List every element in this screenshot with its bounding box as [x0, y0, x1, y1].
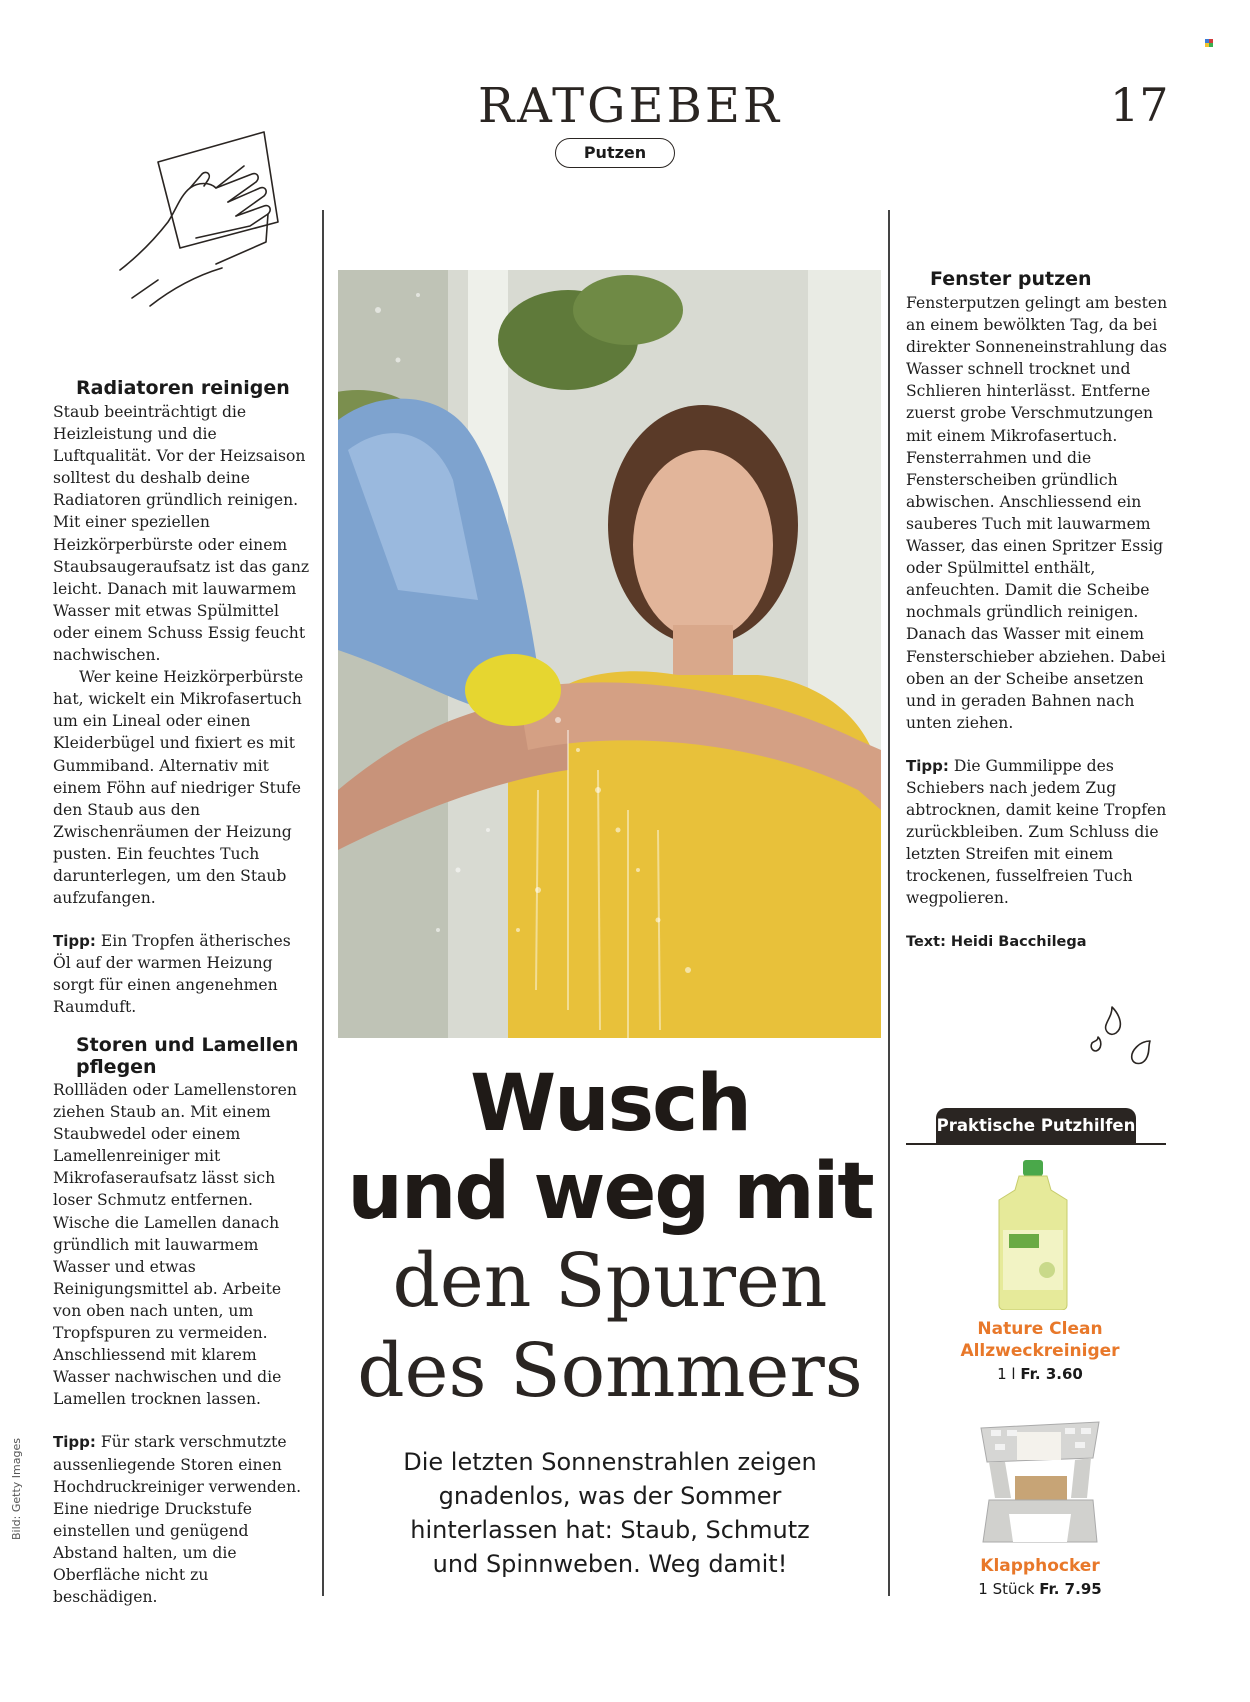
product-2-name: Klapphocker: [980, 1556, 1100, 1576]
storen-body: [53, 1079, 311, 1608]
product-1-name-line-2: Allzweckreiniger: [960, 1341, 1120, 1361]
tip-text: Für stark verschmutzte aussenliegende Storen einen Hochdruckreiniger verwenden. Eine niedrige Druckstufe einstellen und genügend Abstand halten, um die Oberfläche nicht zu beschädigen.: [53, 1433, 302, 1607]
tip-text: Die Gummilippe des Schiebers nach jedem Zug abtrocknen, damit keine Tropfen zurückbleiben. Zum Schluss die letzten Streifen mit einem trockenen, fusselfreien Tuch wegpolieren.: [906, 756, 1167, 908]
droplets-icon: [1090, 1005, 1152, 1075]
step-stool-image: [975, 1418, 1105, 1546]
hand-cloth-illustration: [118, 130, 318, 310]
radiatoren-heading: Radiatoren reinigen: [76, 377, 290, 399]
fenster-paragraph-1: Fensterputzen gelingt am besten an einem bewölkten Tag, da bei direkter Sonneneinstrahlung das Wasser schnell trocknet und Schlieren hinterlässt. Entferne zuerst grobe Verschmutzungen mit einem Mikrofasertuch. Fensterrahmen und die Fensterscheiben gründlich abwischen. Anschliessend ein sauberes Tuch mit lauwarmem Wasser, das einen Spritzer Essig oder Spülmittel enthält, anfeuchten. Damit die Scheibe nochmals gründlich reinigen. Danach das Wasser mit einem Fensterschieber abziehen. Dabei oben an der Scheibe ansetzen und in geraden Bahnen nach unten ziehen.: [906, 294, 1168, 732]
putzhilfen-divider: [906, 1143, 1166, 1145]
product-1-price-value: Fr. 3.60: [1020, 1365, 1083, 1383]
product-2-price: [930, 1580, 1150, 1598]
radiatoren-paragraph-2: Wer keine Heizkörperbürste hat, wickelt ein Mikrofasertuch um ein Lineal oder einen Kleiderbügel und fixiert es mit Gummiband. Alternativ mit einem Föhn auf niedriger Stufe den Staub aus den Zwischenräumen der Heizung pusten. Ein feuchtes Tuch darunterlegen, um den Staub aufzufangen.: [53, 668, 304, 908]
storen-tip: [53, 1431, 311, 1608]
section-title: RATGEBER: [477, 78, 783, 134]
photo-credit: Bild: Getty Images: [10, 1438, 23, 1540]
radiatoren-tip: [53, 930, 311, 1018]
tip-label: Tipp:: [53, 932, 96, 951]
lead-text: Die letzten Sonnenstrahlen zeigen gnadenlos, was der Sommer hinterlassen hat: Staub, Schmutz und Spinnweben. Weg damit!: [403, 1448, 817, 1578]
product-1-name-line-1: Nature Clean: [977, 1319, 1103, 1339]
product-1-name: [930, 1318, 1150, 1362]
section-tag: Putzen: [555, 138, 675, 168]
fenster-body: [906, 292, 1168, 953]
storen-paragraph-1: Rollläden oder Lamellenstoren ziehen Staub an. Mit einem Staubwedel oder einem Lamellenreiniger mit Mikrofaseraufsatz lässt sich loser Schmutz entfernen. Wische die Lamellen danach gründlich mit lauwarmem Wasser und etwas Reinigungsmittel ab. Arbeite von oben nach unten, um Tropfspuren zu vermeiden. Anschliessend mit klarem Wasser nachwischen und die Lamellen trocknen lassen.: [53, 1081, 297, 1409]
headline-light-line-1: den Spuren: [392, 1238, 828, 1324]
headline-light: [330, 1236, 890, 1416]
column-rule-left: [322, 210, 324, 1596]
page-number: 17: [1110, 78, 1169, 132]
product-1-price: [930, 1365, 1150, 1383]
headline-bold-line-2: und weg mit: [347, 1147, 873, 1237]
fenster-heading: Fenster putzen: [930, 268, 1092, 290]
hero-photo: [338, 270, 881, 1038]
storen-heading: Storen und Lamellen pflegen: [76, 1034, 299, 1078]
headline-bold-line-1: Wusch: [470, 1059, 750, 1149]
tip-label: Tipp:: [906, 756, 949, 775]
putzhilfen-tab: Praktische Putzhilfen: [936, 1108, 1136, 1144]
fenster-tip: [906, 755, 1168, 910]
cleaner-bottle-image: [995, 1160, 1075, 1310]
radiatoren-body: [53, 401, 311, 1019]
product-2-price-value: Fr. 7.95: [1039, 1580, 1102, 1598]
corner-mark: [1205, 34, 1213, 42]
headline-light-line-2: des Sommers: [357, 1328, 863, 1414]
tip-text: Ein Tropfen ätherisches Öl auf der warmen Heizung sorgt für einen angenehmen Raumduft.: [53, 932, 291, 1017]
headline-bold: [330, 1060, 890, 1236]
tip-label: Tipp:: [53, 1433, 96, 1452]
radiatoren-paragraph-1: Staub beeinträchtigt die Heizleistung und die Luftqualität. Vor der Heizsaison solltest du deshalb deine Radiatoren gründlich reinigen. Mit einer speziellen Heizkörperbürste oder einem Staubsaugeraufsatz ist das ganz leicht. Danach mit lauwarmem Wasser mit etwas Spülmittel oder einem Schuss Essig feucht nachwischen.: [53, 403, 310, 665]
product-1-size: 1 l: [997, 1365, 1016, 1383]
product-2-size: 1 Stück: [978, 1580, 1035, 1598]
author-byline: Text: Heidi Bacchilega: [906, 933, 1087, 950]
